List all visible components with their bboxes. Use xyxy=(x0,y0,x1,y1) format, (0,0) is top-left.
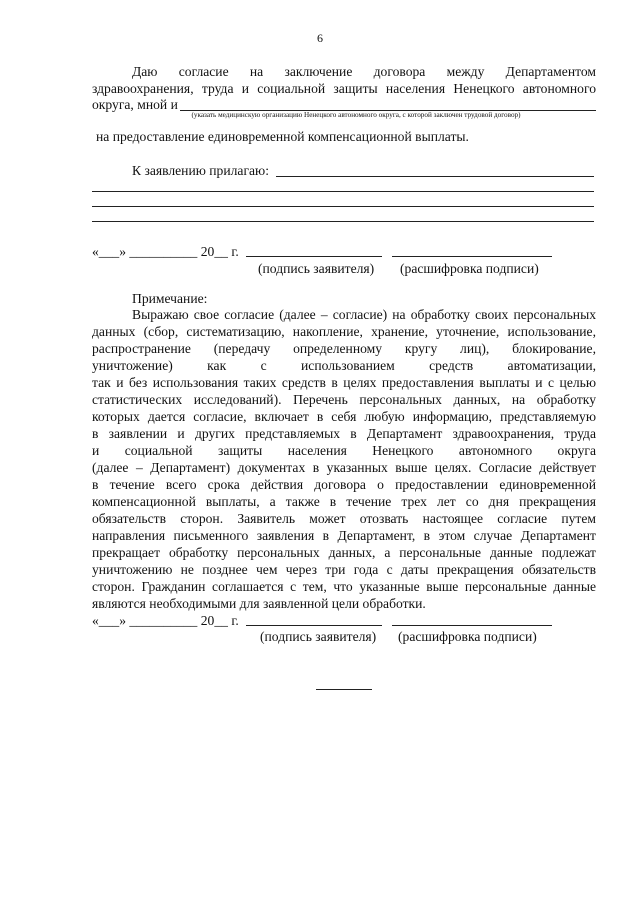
note-line: уничтожение) как с использованием средств автоматизации, xyxy=(92,358,596,373)
attachments-line-2 xyxy=(92,191,594,192)
consent-line-4: на предоставление единовременной компенсационной выплаты. xyxy=(96,129,469,144)
note-line: уничтожению не позднее чем через три года с даты прекращения обязательств xyxy=(92,562,596,577)
end-divider xyxy=(316,689,372,690)
note-line: обязательств сторон. Заявитель может отозвать настоящее согласие путем xyxy=(92,511,596,526)
consent-line-2: здравоохранения, труда и социальной защиты населения Ненецкого автономного xyxy=(92,81,596,96)
note-line: и социальной защиты населения Ненецкого автономного округа xyxy=(92,443,596,458)
note-line: в течение всего срока действия договора о предоставлении единовременной xyxy=(92,477,596,492)
decode-line-1 xyxy=(392,256,552,257)
decode-label-2: (расшифровка подписи) xyxy=(398,629,537,644)
note-line: статистических исследований). Перечень персональных данных, на обработку xyxy=(92,392,596,407)
attachments-line-4 xyxy=(92,221,594,222)
signature-date-2: «___» __________ 20__ г. xyxy=(92,613,239,628)
note-line: данных (сбор, систематизацию, накопление, хранение, уточнение, использование, xyxy=(92,324,596,339)
signature-label-2: (подпись заявителя) xyxy=(260,629,377,644)
signature-line-1 xyxy=(246,256,382,257)
decode-label-1: (расшифровка подписи) xyxy=(400,261,539,276)
note-line: в заявлении и других представляемых в Департамент здравоохранения, труда xyxy=(92,426,596,441)
note-line: прекращает обработку персональных данных, а персональные данные подлежат xyxy=(92,545,596,560)
note-line: сторон. Гражданин соглашается с тем, что указанные выше персональные данные xyxy=(92,579,596,594)
page-number: 6 xyxy=(317,31,323,45)
attachments-line-1 xyxy=(276,176,594,177)
note-line: направления письменного заявления в Департамент, в этом случае Департамент xyxy=(92,528,596,543)
attachments-label: К заявлению прилагаю: xyxy=(132,163,269,178)
signature-date-1: «___» __________ 20__ г. xyxy=(92,244,239,259)
note-line: компенсационной выплаты, а также в течение трех лет со дня прекращения xyxy=(92,494,596,509)
consent-line-1: Даю согласие на заключение договора между Департаментом xyxy=(132,64,596,79)
note-line: так и без использования таких средств в целях предоставления выплаты и с целью xyxy=(92,375,596,390)
note-line: распространение (передачу определенному кругу лиц), блокирование, xyxy=(92,341,596,356)
attachments-line-3 xyxy=(92,206,594,207)
note-line: Выражаю свое согласие (далее – согласие) на обработку своих персональных xyxy=(132,307,596,322)
note-title: Примечание: xyxy=(132,291,208,306)
note-line: (далее – Департамент) документах в указанных выше целях. Согласие действует xyxy=(92,460,596,475)
signature-line-2 xyxy=(246,625,382,626)
note-line: являются необходимыми для заявленной цели обработки. xyxy=(92,596,426,611)
signature-label-1: (подпись заявителя) xyxy=(258,261,375,276)
decode-line-2 xyxy=(392,625,552,626)
organization-hint: (указать медицинскую организацию Ненецкого автономного округа, с которой заключен трудовой договор) xyxy=(191,111,521,119)
consent-line-3-prefix: округа, мной и xyxy=(92,97,178,112)
note-line: которых дается согласие, включает в себя любую информацию, представляемую xyxy=(92,409,596,424)
